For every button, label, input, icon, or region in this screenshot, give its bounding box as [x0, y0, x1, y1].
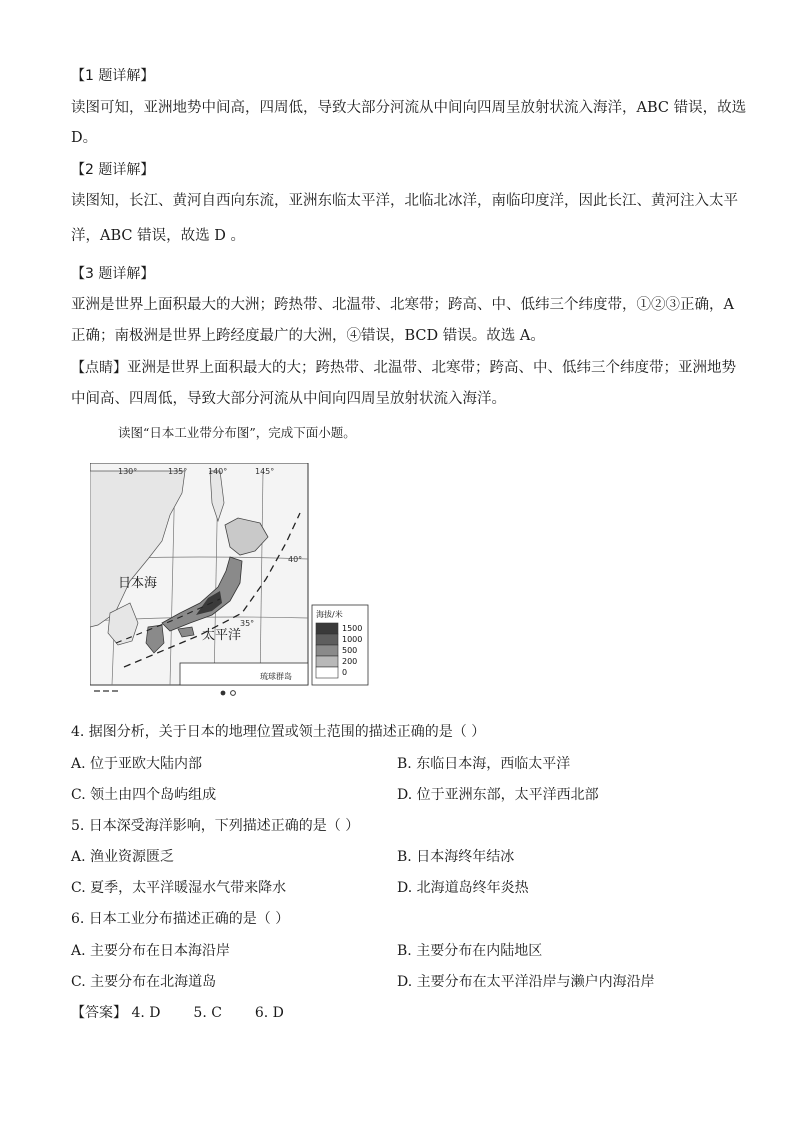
legend-swatch-1000 [316, 634, 338, 645]
tip-text: 亚洲是世界上面积最大的大；跨热带、北温带、北寒带；跨高、中、低纬三个纬度带；亚洲地势 [127, 360, 736, 376]
answer-5: 5. C [193, 1005, 222, 1021]
answer-6: 6. D [254, 1005, 284, 1021]
q4-stem: 4. 据图分析，关于日本的地理位置或领土范围的描述正确的是（ ） [71, 724, 486, 740]
legend-value-0: 0 [342, 668, 348, 677]
q5-option-a[interactable]: A. 渔业资源匮乏 [71, 849, 175, 865]
lon-135: 135° [168, 467, 188, 476]
legend-value-1500: 1500 [342, 624, 363, 633]
legend-swatch-500 [316, 645, 338, 656]
q6-option-b[interactable]: B. 主要分布在内陆地区 [397, 943, 543, 959]
legend-value-500: 500 [342, 646, 358, 655]
q6-option-a[interactable]: A. 主要分布在日本海沿岸 [71, 943, 231, 959]
legend-value-1000: 1000 [342, 635, 363, 644]
q4-option-d[interactable]: D. 位于亚洲东部，太平洋西北部 [397, 787, 599, 803]
q6-option-d[interactable]: D. 主要分布在太平洋沿岸与濑户内海沿岸 [397, 974, 655, 990]
section3-line1: 亚洲是世界上面积最大的大洲；跨热带、北温带、北寒带；跨高、中、低纬三个纬度带，①②③正确，A [71, 297, 734, 313]
lon-130: 130° [118, 467, 138, 476]
legend-title: 海拔/米 [316, 610, 343, 619]
section2-line1: 读图知，长江、黄河自西向东流，亚洲东临太平洋，北临北冰洋，南临印度洋，因此长江、黄河注入太平 [71, 193, 738, 209]
q4-option-c[interactable]: C. 领土由四个岛屿组成 [71, 787, 217, 803]
ryukyu-label: 琉球群岛 [260, 672, 292, 681]
tip-label: 【点睛】 [71, 360, 127, 376]
legend-swatch-0 [316, 667, 338, 678]
legend-swatch-200 [316, 656, 338, 667]
q6-option-c[interactable]: C. 主要分布在北海道岛 [71, 974, 217, 990]
legend-swatch-1500 [316, 623, 338, 634]
lon-140: 140° [208, 467, 228, 476]
q6-stem: 6. 日本工业分布描述正确的是（ ） [71, 911, 290, 927]
section1-heading: 【1 题详解】 [71, 68, 155, 84]
section3-line2: 正确；南极洲是世界上跨经度最广的大洲，④错误，BCD 错误。故选 A。 [71, 328, 545, 344]
q5-option-d[interactable]: D. 北海道岛终年炎热 [397, 880, 529, 896]
answer-4: 4. D [131, 1005, 161, 1021]
city-dot-icon [221, 691, 226, 696]
section2-line2: 洋，ABC 错误，故选 D 。 [71, 228, 245, 244]
japan-industry-map [90, 463, 370, 696]
section1-line2: D。 [71, 130, 98, 146]
section1-line1: 读图可知，亚洲地势中间高，四周低，导致大部分河流从中间向四周呈放射状流入海洋，ABC 错误，故选 [71, 100, 747, 116]
tip-line2: 中间高、四周低，导致大部分河流从中间向四周呈放射状流入海洋。 [71, 391, 506, 407]
legend-value-200: 200 [342, 657, 358, 666]
section2-heading: 【2 题详解】 [71, 162, 155, 178]
q5-stem: 5. 日本深受海洋影响，下列描述正确的是（ ） [71, 818, 360, 834]
map-intro: 读图“日本工业带分布图”，完成下面小题。 [118, 425, 356, 440]
q4-option-b[interactable]: B. 东临日本海，西临太平洋 [397, 756, 571, 772]
q5-option-c[interactable]: C. 夏季，太平洋暖湿水气带来降水 [71, 880, 287, 896]
q5-option-b[interactable]: B. 日本海终年结冰 [397, 849, 515, 865]
pacific-label: 太平洋 [202, 628, 242, 643]
lat-35: 35° [240, 619, 255, 628]
q4-option-a[interactable]: A. 位于亚欧大陆内部 [71, 756, 203, 772]
city-circle-icon [231, 691, 236, 696]
tip-line1 [71, 358, 736, 378]
lon-145: 145° [255, 467, 275, 476]
answer-line [71, 1003, 284, 1023]
lat-40: 40° [288, 555, 303, 564]
answer-label: 【答案】 [71, 1005, 127, 1021]
sea-of-japan-label: 日本海 [118, 576, 158, 591]
section3-heading: 【3 题详解】 [71, 266, 155, 282]
elevation-legend [312, 605, 368, 685]
